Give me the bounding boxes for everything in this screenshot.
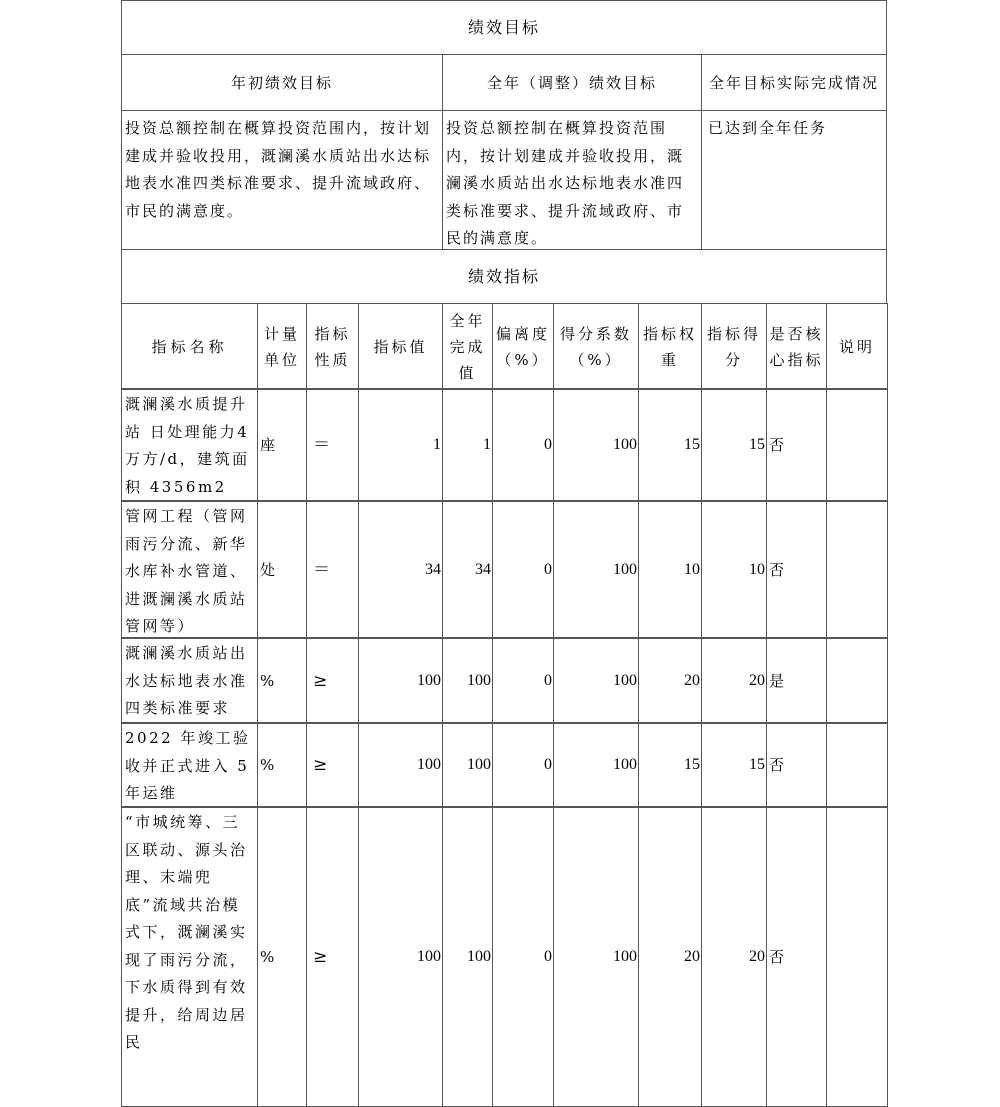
cell-unit: % (257, 806, 307, 1107)
header-actual-status: 全年目标实际完成情况 (701, 54, 887, 111)
cell-score: 15 (701, 388, 767, 502)
cell-score: 20 (701, 637, 767, 724)
cell-actual: 1 (442, 388, 493, 502)
cell-core: 是 (766, 637, 827, 724)
cell-note (826, 388, 888, 502)
header-col-actual: 全年完成值 (442, 303, 493, 390)
header-initial-goal: 年初绩效目标 (121, 54, 443, 111)
cell-score: 10 (701, 500, 767, 639)
adjusted-goal-text: 投资总额控制在概算投资范围内，按计划建成并验收投用，溉澜溪水质站出水达标地表水准四类标准要求、提升流域政府、市民的满意度。 (442, 110, 702, 250)
cell-unit: % (257, 722, 307, 808)
cell-target: 1 (358, 388, 443, 502)
header-col-coef: 得分系数（%） (553, 303, 639, 390)
cell-nature: ≥ (306, 722, 359, 808)
header-col-note: 说明 (826, 303, 888, 390)
cell-deviation: 0 (492, 806, 554, 1107)
cell-name: “市城统筹、三区联动、源头治理、末端兜底”流域共治模式下，溉澜溪实现了雨污分流，下水质得到有效提升，给周边居民 (121, 806, 258, 1107)
cell-target: 34 (358, 500, 443, 639)
header-col-weight: 指标权重 (638, 303, 702, 390)
cell-coef: 100 (553, 500, 639, 639)
header-col-score: 指标得分 (701, 303, 767, 390)
cell-weight: 10 (638, 500, 702, 639)
indicators-title: 绩效指标 (121, 249, 887, 304)
cell-unit: 座 (257, 388, 307, 502)
cell-deviation: 0 (492, 500, 554, 639)
header-col-name: 指标名称 (121, 303, 258, 390)
cell-coef: 100 (553, 637, 639, 724)
cell-name: 溉澜溪水质站出水达标地表水准四类标准要求 (121, 637, 258, 724)
header-adjusted-goal: 全年（调整）绩效目标 (442, 54, 702, 111)
cell-core: 否 (766, 388, 827, 502)
cell-deviation: 0 (492, 722, 554, 808)
cell-coef: 100 (553, 388, 639, 502)
cell-weight: 20 (638, 806, 702, 1107)
cell-score: 15 (701, 722, 767, 808)
header-col-target: 指标值 (358, 303, 443, 390)
cell-target: 100 (358, 722, 443, 808)
header-col-unit: 计量单位 (257, 303, 307, 390)
cell-name: 2022 年竣工验收并正式进入 5 年运维 (121, 722, 258, 808)
cell-weight: 15 (638, 388, 702, 502)
cell-name: 管网工程（管网雨污分流、新华水库补水管道、进溉澜溪水质站管网等） (121, 500, 258, 639)
cell-actual: 34 (442, 500, 493, 639)
goals-title: 绩效目标 (121, 0, 887, 55)
cell-coef: 100 (553, 806, 639, 1107)
header-col-deviation: 偏离度（%） (492, 303, 554, 390)
cell-weight: 15 (638, 722, 702, 808)
cell-note (826, 637, 888, 724)
cell-actual: 100 (442, 637, 493, 724)
cell-core: 否 (766, 806, 827, 1107)
cell-target: 100 (358, 806, 443, 1107)
cell-unit: % (257, 637, 307, 724)
cell-note (826, 500, 888, 639)
actual-status-text: 已达到全年任务 (701, 110, 887, 250)
header-col-core: 是否核心指标 (766, 303, 827, 390)
cell-nature: ＝ (306, 500, 359, 639)
cell-name: 溉澜溪水质提升站 日处理能力4 万方/d，建筑面积 4356m2 (121, 388, 258, 502)
cell-nature: ≥ (306, 806, 359, 1107)
cell-deviation: 0 (492, 388, 554, 502)
cell-deviation: 0 (492, 637, 554, 724)
cell-coef: 100 (553, 722, 639, 808)
cell-score: 20 (701, 806, 767, 1107)
cell-weight: 20 (638, 637, 702, 724)
cell-actual: 100 (442, 806, 493, 1107)
cell-note (826, 722, 888, 808)
initial-goal-text: 投资总额控制在概算投资范围内，按计划建成并验收投用，溉澜溪水质站出水达标地表水准四类标准要求、提升流域政府、市民的满意度。 (121, 110, 443, 250)
cell-nature: ≥ (306, 637, 359, 724)
header-col-nature: 指标性质 (306, 303, 359, 390)
cell-target: 100 (358, 637, 443, 724)
performance-table (121, 0, 887, 1100)
cell-nature: ＝ (306, 388, 359, 502)
cell-core: 否 (766, 722, 827, 808)
cell-actual: 100 (442, 722, 493, 808)
cell-unit: 处 (257, 500, 307, 639)
cell-note (826, 806, 888, 1107)
cell-core: 否 (766, 500, 827, 639)
